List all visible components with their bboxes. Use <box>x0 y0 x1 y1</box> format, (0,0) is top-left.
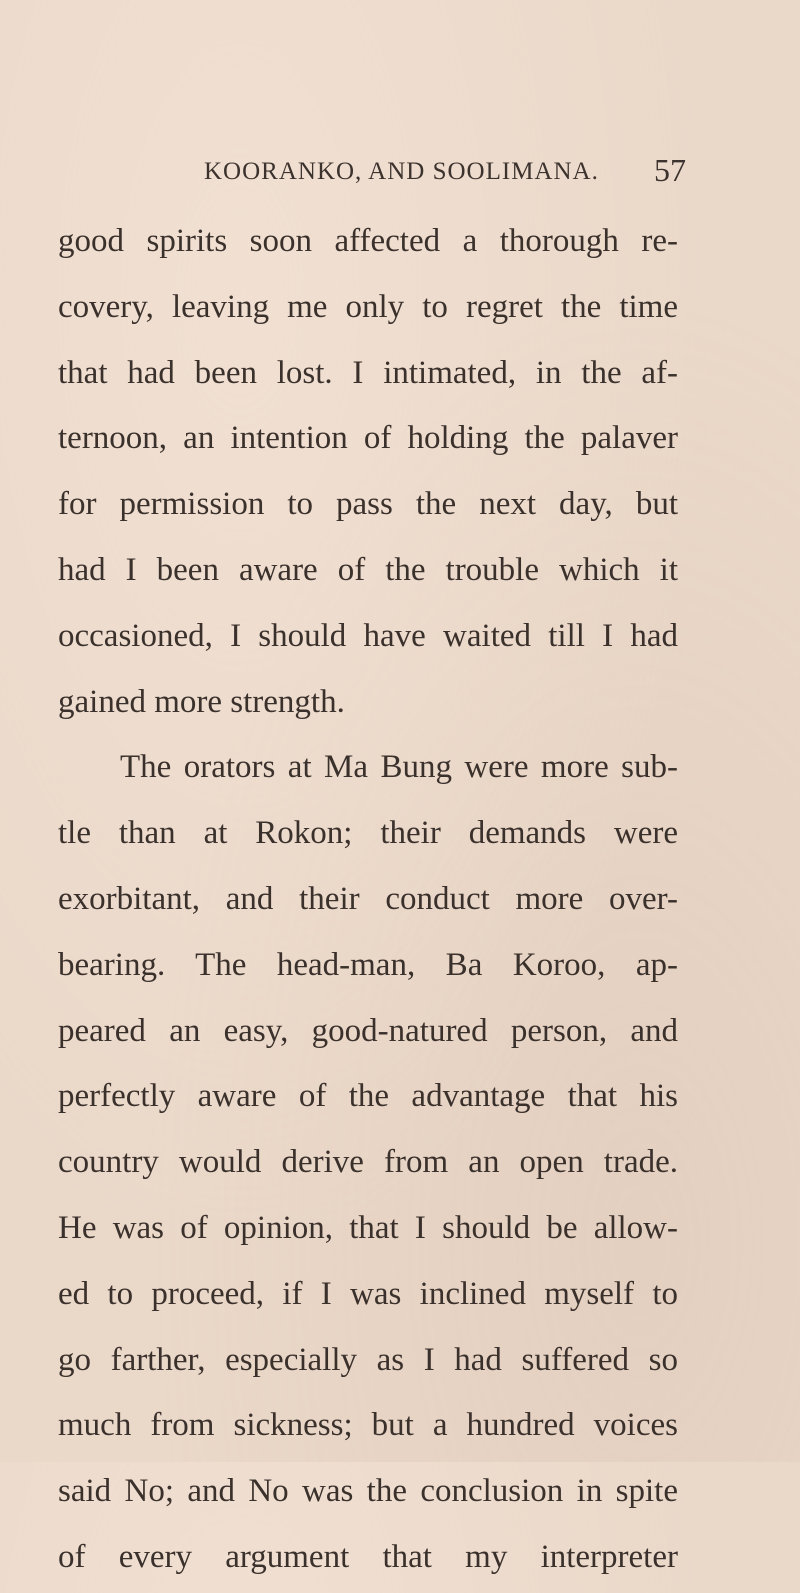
text-line: peared an easy, good-natured person, and <box>58 1012 678 1049</box>
text-line: He was of opinion, that I should be allow- <box>58 1209 678 1246</box>
text-line: bearing. The head-man, Ba Koroo, ap- <box>58 946 678 983</box>
text-line: good spirits soon affected a thorough re- <box>58 223 678 259</box>
page-number: 57 <box>654 152 686 188</box>
text-line: country would derive from an open trade. <box>58 1144 678 1181</box>
text-line: ed to proceed, if I was inclined myself to <box>58 1275 678 1312</box>
text-line: exorbitant, and their conduct more over- <box>58 880 678 917</box>
text-line: that had been lost. I intimated, in the af- <box>58 354 678 391</box>
text-line: had I been aware of the trouble which it <box>58 551 678 588</box>
text-line: much from sickness; but a hundred voices <box>58 1407 678 1444</box>
running-title: KOORANKO, AND SOOLIMANA. <box>204 158 599 185</box>
text-line: of every argument that my interpreter <box>58 1538 678 1575</box>
text-line: occasioned, I should have waited till I had <box>58 617 678 654</box>
body-text <box>58 211 678 1593</box>
text-line: ternoon, an intention of holding the palaver <box>58 420 678 457</box>
text-line: tle than at Rokon; their demands were <box>58 815 678 852</box>
text-line: go farther, especially as I had suffered so <box>58 1341 678 1378</box>
text-line: for permission to pass the next day, but <box>58 486 678 523</box>
paragraph-1 <box>58 211 678 737</box>
paragraph-2 <box>58 737 678 1592</box>
running-head <box>0 152 800 198</box>
text-line: perfectly aware of the advantage that his <box>58 1078 678 1115</box>
text-line: The orators at Ma Bung were more sub- <box>120 749 678 786</box>
text-line: covery, leaving me only to regret the time <box>58 288 678 325</box>
text-line: gained more strength. <box>58 683 345 720</box>
text-line: said No; and No was the conclusion in spite <box>58 1473 678 1510</box>
